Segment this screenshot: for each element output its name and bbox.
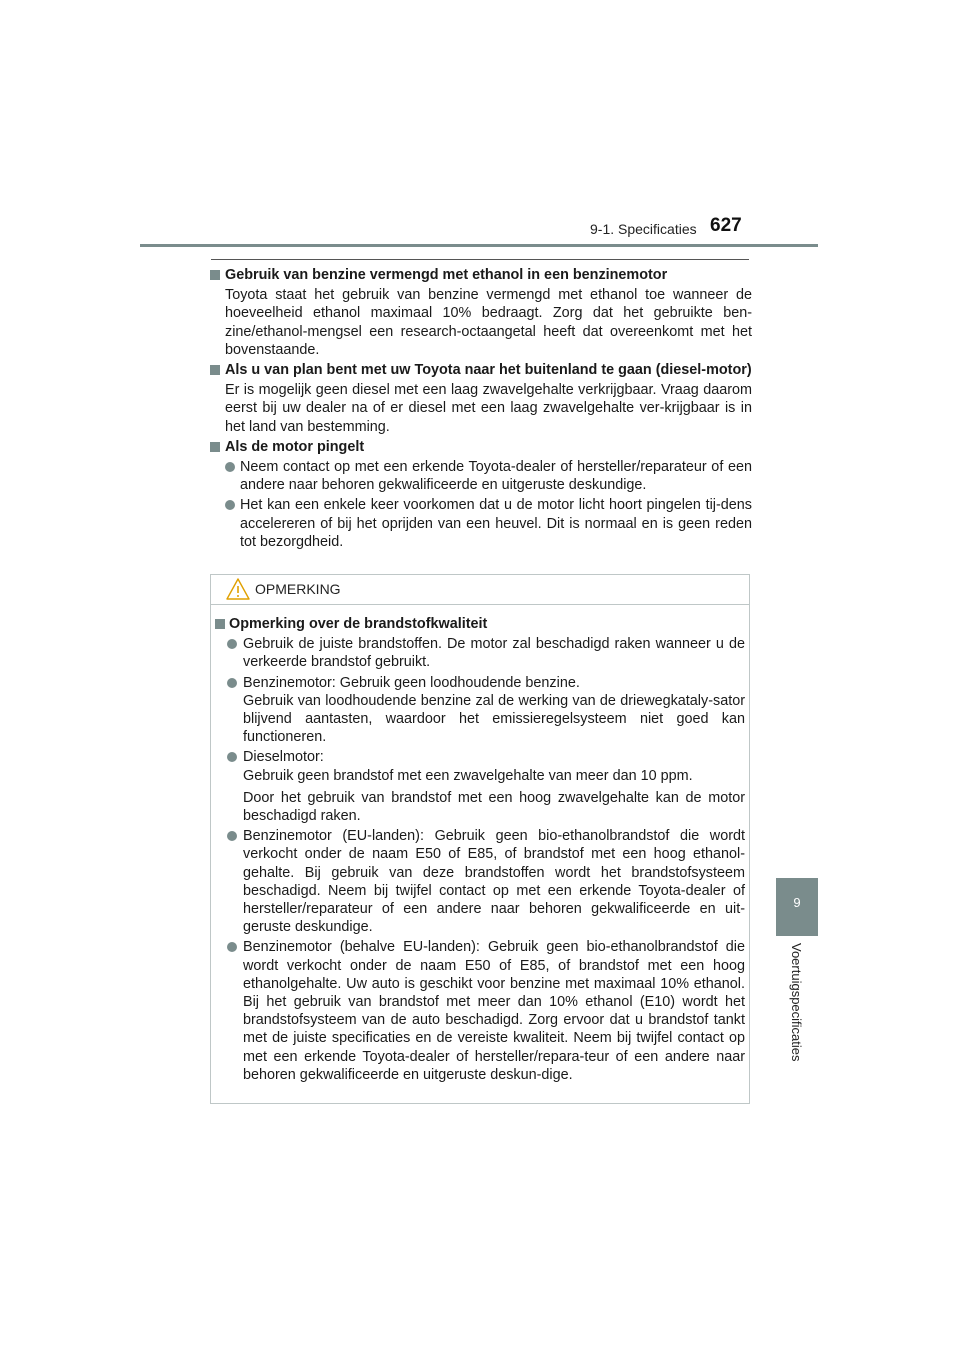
list-item-text: Neem contact op met een erkende Toyota-dealer of hersteller/reparateur of een andere naar behoren gekwalificeerde en uitgeruste deskundige.: [240, 459, 752, 494]
round-bullet-icon: [227, 831, 237, 841]
section-heading: [210, 361, 752, 379]
round-bullet-icon: [225, 462, 235, 472]
section-heading-text: Als de motor pingelt: [225, 438, 365, 455]
warning-triangle-icon: [225, 577, 251, 601]
notice-box: [210, 574, 750, 1104]
page-number: 627: [710, 215, 742, 236]
square-bullet-icon: [210, 442, 220, 452]
header-rule: [140, 244, 818, 247]
section-knocking: [210, 438, 752, 551]
main-content: [210, 266, 752, 553]
round-bullet-icon: [227, 942, 237, 952]
section-heading: [210, 438, 752, 456]
list-item-text: Benzinemotor: Gebruik geen loodhoudende benzine.: [243, 674, 580, 691]
section-abroad: [210, 361, 752, 436]
notice-title: OPMERKING: [255, 581, 341, 597]
list-item-text: Door het gebruik van brandstof met een hoog zwavelgehalte kan de motor beschadigd raken.: [243, 789, 745, 825]
list-item-text: Gebruik geen brandstof met een zwavelgehalte van meer dan 10 ppm.: [243, 767, 693, 784]
list-item: [227, 827, 745, 936]
round-bullet-icon: [225, 500, 235, 510]
chapter-tab: 9: [776, 878, 818, 936]
section-paragraph: Er is mogelijk geen diesel met een laag zwavelgehalte verkrijgbaar. Vraag daarom eerst bij uw dealer na of er diesel met een laag zwavelgehalte ver-krijgbaar is in het land van bestemming.: [225, 382, 752, 435]
list-item: [227, 635, 745, 671]
section-title: 9-1. Specificaties: [590, 221, 697, 237]
chapter-label-text: Voertuigspecificaties: [789, 943, 804, 1062]
list-item: [225, 496, 752, 551]
square-bullet-icon: [210, 270, 220, 280]
content-top-rule: [211, 259, 749, 260]
notice-heading: [215, 615, 745, 633]
chapter-label: [786, 943, 806, 1093]
list-item-text: Het kan een enkele keer voorkomen dat u de motor licht hoort pingelen tij-dens accelereren of bij het oprijden van een heuvel. Dit is normaal en is geen reden tot bezorgdheid.: [240, 497, 752, 550]
square-bullet-icon: [215, 619, 225, 629]
notice-header: [211, 575, 749, 605]
list-item-text: Benzinemotor (EU-landen): Gebruik geen bio-ethanolbrandstof die wordt verkocht onder de naam E50 of E85, of brandstof met een hoog ethanol-gehalte. Bij gebruik van deze brandstoffen wordt het brandstofsysteem beschadigd. Neem bij twijfel contact op met een erkende Toyota-dealer of hersteller/reparateur of een andere naar behoren gekwalificeerde en uit-geruste deskundige.: [243, 828, 745, 936]
square-bullet-icon: [210, 365, 220, 375]
section-heading: [210, 266, 752, 284]
list-item-text: Benzinemotor (behalve EU-landen): Gebruik geen bio-ethanolbrandstof die wordt verkocht onder de naam E50 of E85, of brandstof met een hoog ethanolgehalte. Uw auto is geschikt voor benzine met maximaal 10% ethanol. Bij het gebruik van brandstof met meer dan 10% ethanol (E10) wordt het brandstofsysteem van de auto beschadigd. Zorg ervoor dat u brandstof tankt met de juiste specificaties en de vereiste kwaliteit. Neem bij twijfel contact op met een erkende Toyota-dealer of hersteller/repara-teur of een andere naar behoren gekwalificeerde en uitgeruste deskun-dige.: [243, 939, 745, 1083]
section-paragraph: Toyota staat het gebruik van benzine vermengd met ethanol toe wanneer de hoeveelheid ethanol maximaal 10% bedraagt. Zorg dat het gebruikte ben-zine/ethanol-mengsel een research-octaangetal heeft dat overeenkomt met het bovenstaande.: [225, 287, 752, 358]
list-item: [227, 938, 745, 1084]
list-item-text: Gebruik de juiste brandstoffen. De motor zal beschadigd raken wanneer u de verkeerde brandstof gebruikt.: [243, 636, 745, 671]
notice-heading-text: Opmerking over de brandstofkwaliteit: [229, 616, 488, 632]
list-item-text: Dieselmotor:: [243, 749, 324, 766]
list-item: [227, 748, 745, 825]
notice-body: [215, 615, 745, 1086]
section-ethanol: [210, 266, 752, 359]
round-bullet-icon: [227, 639, 237, 649]
section-heading-text: Gebruik van benzine vermengd met ethanol in een benzinemotor: [225, 267, 668, 283]
list-item: [225, 458, 752, 494]
section-heading-text: Als u van plan bent met uw Toyota naar het buitenland te gaan (diesel-motor): [225, 362, 752, 379]
page-header: [0, 0, 960, 250]
round-bullet-icon: [227, 678, 237, 688]
round-bullet-icon: [227, 752, 237, 762]
list-item: [227, 674, 745, 747]
list-item-text: Gebruik van loodhoudende benzine zal de werking van de driewegkataly-sator blijvend aantasten, waardoor het emissieregelsysteem niet goed kan functioneren.: [243, 692, 745, 746]
